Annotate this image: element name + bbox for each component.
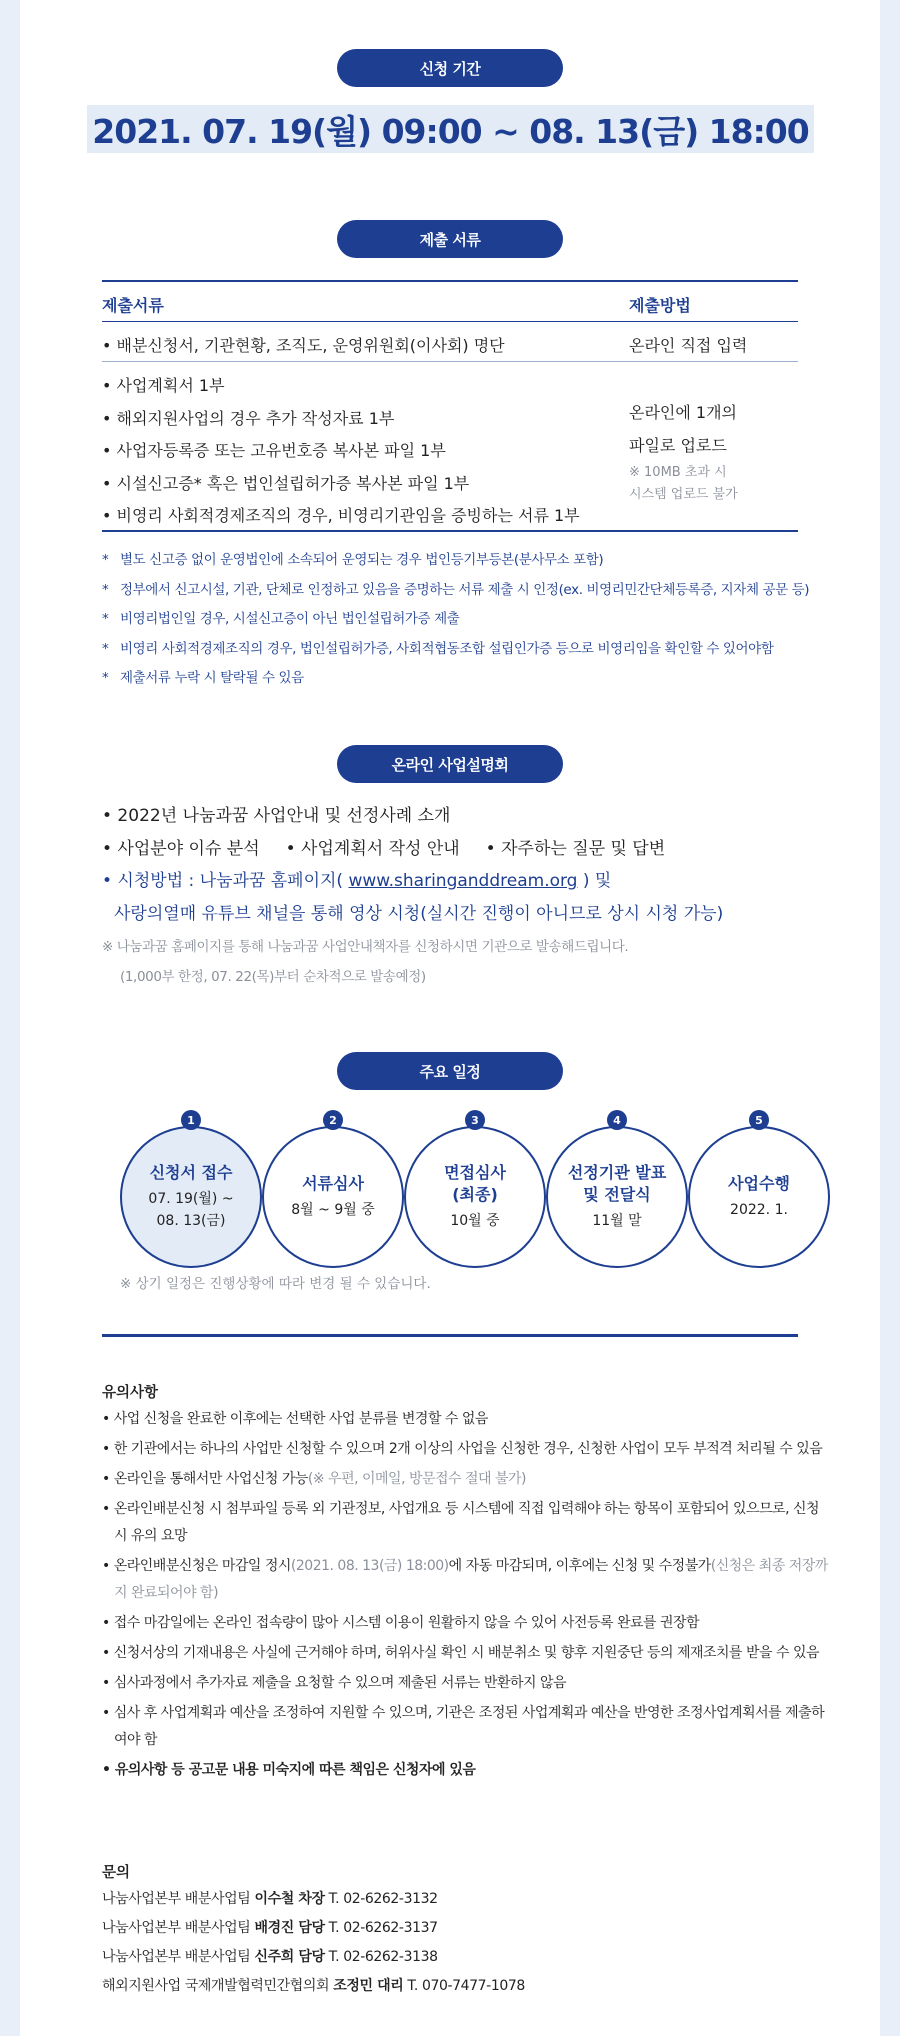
step-number-badge: 4 [607,1110,627,1130]
table-row [102,322,798,362]
schedule-steps [120,1110,800,1260]
inquiry-list [102,1885,525,2001]
step-number-badge: 3 [465,1110,485,1130]
list-item: • 사업 신청을 완료한 이후에는 선택한 사업 분류를 변경할 수 없음 [102,1411,488,1427]
caution-list [102,1406,832,1787]
contact-item: 나눔사업본부 배분사업팀 신주희 담당 T. 02-6262-3138 [102,1949,438,1965]
schedule-step: 사업수행 2022. 1. 5 [688,1110,830,1260]
list-item: • 온라인을 통해서만 사업신청 가능(※ 우편, 이메일, 방문접수 절대 불가) [102,1471,527,1487]
footnote-item: * 별도 신고증 없이 운영법인에 소속되어 운영되는 경우 법인등기부등본(분사무소 포함) [102,546,809,576]
footnote-item: * 정부에서 신고시설, 기관, 단체로 인정하고 있음을 증명하는 서류 제출 시 인정(ex. 비영리민간단체등록증, 지자체 공문 등) [102,576,809,606]
list-item: 사랑의열매 유튜브 채널을 통해 영상 시청(실시간 진행이 아니므로 상시 시청 가능) [114,903,724,924]
list-item: • 심사 후 사업계획과 예산을 조정하여 지원할 수 있으며, 기관은 조정된 사업계획과 예산을 반영한 조정사업계획서를 제출하여야 함 [102,1705,825,1748]
row2-method-line1: 온라인에 1개의 [629,403,738,422]
contact-item: 해외지원사업 국제개발협력민간협의회 조정민 대리 T. 070-7477-1078 [102,1978,525,1994]
asterisk-icon: * [102,611,109,627]
step-number-badge: 1 [181,1110,201,1130]
schedule-section-pill: 주요 일정 [337,1052,563,1090]
documents-table [102,280,798,532]
list-item: • 2022년 나눔과꿈 사업안내 및 선정사례 소개 [102,806,451,826]
application-period [87,105,814,153]
asterisk-icon: * [102,552,109,568]
schedule-step: 선정기관 발표 및 전달식 11월 말 4 [546,1110,688,1260]
schedule-step: 면접심사 (최종) 10월 중 3 [404,1110,546,1260]
row2-method-note2: 시스템 업로드 불가 [629,487,738,502]
contact-item: 나눔사업본부 배분사업팀 배경진 담당 T. 02-6262-3137 [102,1920,438,1936]
briefing-list [102,800,723,930]
row2-method-note1: ※ 10MB 초과 시 [629,465,727,480]
list-item: • 온라인배분신청은 마감일 정시(2021. 08. 13(금) 18:00)에 자동 마감되며, 이후에는 신청 및 수정불가(신청은 최종 저장까지 완료되어야 함) [102,1558,828,1601]
period-section-pill: 신청 기간 [337,49,563,87]
step-number-badge: 5 [749,1110,769,1130]
col-header-docs: 제출서류 [102,296,164,315]
briefing-section-pill: 온라인 사업설명회 [337,745,563,783]
inquiry-title: 문의 [102,1865,131,1881]
contact-item: 나눔사업본부 배분사업팀 이수철 차장 T. 02-6262-3132 [102,1891,438,1907]
list-item: • 해외지원사업의 경우 추가 작성자료 1부 [102,408,395,428]
list-item: • 비영리 사회적경제조직의 경우, 비영리기관임을 증빙하는 서류 1부 [102,506,580,525]
documents-section-pill: 제출 서류 [337,220,563,258]
list-item: • 온라인배분신청 시 첨부파일 등록 외 기관정보, 사업개요 등 시스템에 직접 입력해야 하는 항목이 포함되어 있으므로, 신청 시 유의 요망 [102,1501,820,1544]
schedule-step: 신청서 접수 07. 19(월) ~ 08. 13(금) 1 [120,1110,262,1260]
asterisk-icon: * [102,670,109,686]
list-item: • 시설신고증* 혹은 법인설립허가증 복사본 파일 1부 [102,473,470,493]
step-number-badge: 2 [323,1110,343,1130]
row2-method-line2: 파일로 업로드 [629,436,727,455]
application-period-text: 2021. 07. 19(월) 09:00 ~ 08. 13(금) 18:00 [92,111,809,151]
list-item: • 사업분야 이슈 분석 • 사업계획서 작성 안내 • 자주하는 질문 및 답변 [102,838,666,859]
briefing-note: ※ 나눔과꿈 홈페이지를 통해 나눔과꿈 사업안내책자를 신청하시면 기관으로 발송해드립니다. (1,000부 한정, 07. 22(목)부터 순차적으로 발송예정) [102,939,629,985]
list-item: • 시청방법 : 나눔과꿈 홈페이지( www.sharinganddream.org ) 및 [102,871,612,891]
asterisk-icon: * [102,581,109,598]
section-divider [102,1334,798,1337]
caution-title: 유의사항 [102,1385,159,1401]
row1-doc: • 배분신청서, 기관현황, 조직도, 운영위원회(이사회) 명단 [102,336,505,355]
col-header-method: 제출방법 [629,296,691,315]
list-item: • 사업자등록증 또는 고유번호증 복사본 파일 1부 [102,441,446,460]
row2-method [629,396,738,506]
list-item: • 사업계획서 1부 [102,376,225,395]
documents-table-header [102,280,798,322]
footnote-item: * 비영리 사회적경제조직의 경우, 법인설립허가증, 사회적협동조합 설립인가증 등으로 비영리임을 확인할 수 있어야함 [102,635,809,665]
footnote-item: * 제출서류 누락 시 탈락될 수 있음 [102,664,809,694]
list-item: • 심사과정에서 추가자료 제출을 요청할 수 있으며 제출된 서류는 반환하지 않음 [102,1675,567,1691]
footnote-item: * 비영리법인일 경우, 시설신고증이 아닌 법인설립허가증 제출 [102,605,809,635]
schedule-step: 서류심사 8월 ~ 9월 중 2 [262,1110,404,1260]
notice-page [20,0,880,2036]
table-row [102,362,798,532]
schedule-note: ※ 상기 일정은 진행상황에 따라 변경 될 수 있습니다. [120,1276,431,1292]
homepage-link[interactable]: www.sharinganddream.org [348,871,578,891]
row2-doc-list [102,370,580,533]
list-item: • 한 기관에서는 하나의 사업만 신청할 수 있으며 2개 이상의 사업을 신청한 경우, 신청한 사업이 모두 부적격 처리될 수 있음 [102,1441,823,1457]
row1-method: 온라인 직접 입력 [629,336,748,355]
documents-footnotes [102,546,809,694]
asterisk-icon: * [102,640,109,657]
list-item: • 접수 마감일에는 온라인 접속량이 많아 시스템 이용이 원활하지 않을 수 있어 사전등록 완료를 권장함 [102,1615,700,1631]
list-item: • 신청서상의 기재내용은 사실에 근거해야 하며, 허위사실 확인 시 배분취소 및 향후 지원중단 등의 제재조치를 받을 수 있음 [102,1645,820,1661]
list-item: • 유의사항 등 공고문 내용 미숙지에 따른 책임은 신청자에 있음 [102,1762,476,1778]
